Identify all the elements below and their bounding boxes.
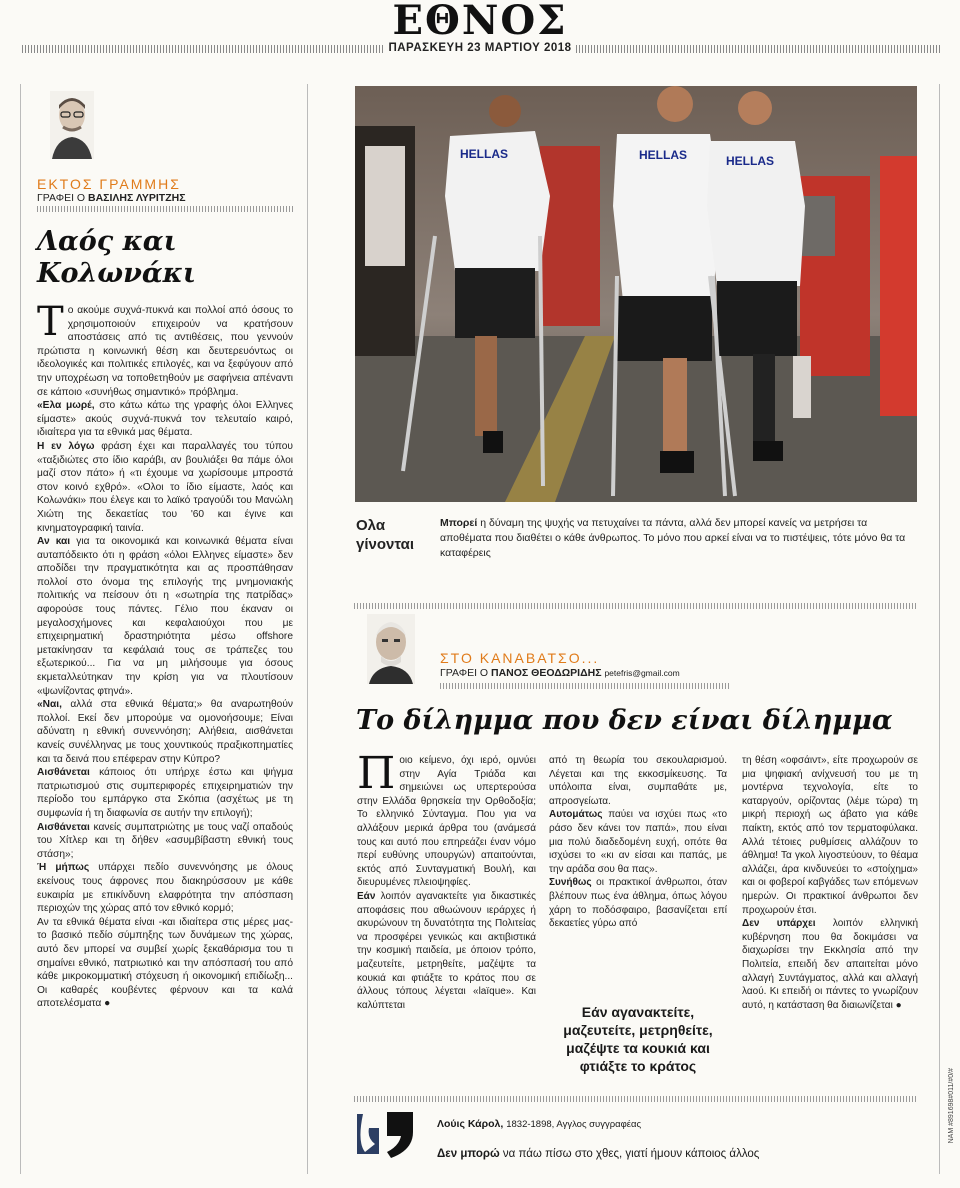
paragraph-lead: Η εν λόγω <box>37 440 95 452</box>
caption-lead: Μπορεί <box>440 517 478 529</box>
article-column-2 <box>549 754 727 990</box>
newspaper-title: ΕΘΝΟΣ <box>392 0 568 44</box>
paragraph: Αν τα εθνικά θέματα είναι -και ιδιαίτερα στις μέρες μας- το βασικό πεδίο σύμπηξης των δυνάμεων της χώρας, αυτό δεν μπορεί να συμβεί χωρίς ξεκαθάρισμα του τι σημαίνει εθνικό, πατριωτικό και την απόσπασή του από κάθε μικροκομματική στόχευση ή οικονομική επιδίωξη... Οι καθαρές κουβέντες φέρνουν και τα καλά αποτελέσματα <box>37 916 293 1010</box>
paragraph-lead: Αυτομάτως <box>549 809 603 821</box>
paragraph: υπάρχει πεδίο συνεννόησης με όλους εκείνους τους άφρονες που διακηρύσσουν με κάθε ευκαιρία με επικίνδυνη ελαφρότητα την απόσπαση περιοχών της χώρας από τον εθνικό κορμό; <box>37 862 293 915</box>
pull-quote: Εάν αγανακτείτε, μαζευτείτε, μετρηθείτε, μαζέψτε τα κουκιά και φτιάξτε το κράτος <box>563 1004 713 1074</box>
paragraph: από τη θεωρία του σεκουλαρισμού. Λέγεται και της εκκοσμίκευσης. Τα υπόλοιπα είναι, συμπαθάτε με, απροσγείωτα. <box>549 755 727 807</box>
headline-line-1: Λαός και <box>37 226 177 257</box>
column-label: ΕΚΤΟΣ ΓΡΑΜΜΗΣ <box>37 176 181 192</box>
article-headline: Το δίλημμα που δεν είναι δίλημμα <box>356 705 893 736</box>
right-border <box>939 84 940 1174</box>
author-email: petefris@gmail.com <box>604 668 680 678</box>
author-byline <box>37 192 186 204</box>
paragraph: ο ακούμε συχνά-πυκνά και πολλοί από όσους το χρησιμοποιούν επιχειρούν να κρατήσουν αποστάσεις από τις αντιθέσεις, που γεννούν πρώτιστα η κοινωνική θέση και δευτερευόντως οι ιδεολογικές και πολιτικές επιλογές, και να ξεφύγουν από την υποχρέωση να τοποθετηθούν με σαφήνεια απέναντι σε κάποιο «συνήθως σημαντικό» πρόβλημα. <box>37 305 293 398</box>
photo-caption <box>440 516 915 561</box>
byline-prefix: ΓΡΑΦΕΙ Ο <box>37 192 86 204</box>
paragraph-lead: «Ελα μωρέ, <box>37 400 95 412</box>
paragraph-lead: Αισθάνεται <box>37 767 90 779</box>
shirt-text: HELLAS <box>460 147 508 161</box>
quote-rule <box>354 1096 917 1102</box>
paragraph: αλλά στα εθνικά θέματα;» θα αναρωτηθούν πολλοί. Εκεί δεν μπορούμε να ομονοήσουμε; Είναι αδύνατη η εθνική συνεννόηση; Αλήθεια, αισθάνεται κανείς συνέλληνας με τους χουντικούς πραξικοπηματίες και τα δεινά που επέφεραν στην Κύπρο? <box>37 699 293 765</box>
quote-icon <box>357 1108 415 1160</box>
drop-cap: Π <box>357 754 396 799</box>
headline-line-2: Κολωνάκι <box>37 258 196 289</box>
quote-body: να πάω πίσω στο χθες, γιατί ήμουν κάποιος άλλος <box>499 1148 760 1160</box>
byline-rule <box>37 206 293 212</box>
drop-cap: Τ <box>37 304 64 345</box>
end-mark: ● <box>104 998 111 1010</box>
paragraph-lead: Δεν υπάρχει <box>742 918 816 930</box>
paragraph-lead: Συνήθως <box>549 877 592 889</box>
section-rule <box>354 603 917 609</box>
paragraph-lead: Ή μήπως <box>37 862 90 874</box>
paragraph: τη θέση «οφσάιντ», είτε προχωρούν σε μια ψηφιακή ανίχνευσή του με τη μοντέρνα τεχνολογία, είτε το καταργούν, ορίζοντας (λέμε τώρα) τη μικρή περιοχή ως άβατο για κάθε παίκτη, εκτός από τον τερματοφύλακα. Αλλά τέτοιες ρυθμίσεις αλλάζουν το άθλημα! Τα γκολ λιγοστεύουν, το θέαμα αλλάζει, άρα κινδυνεύει το «στοίχημα» και οι φοβεροί καβγάδες των επόμενων ημερών. Οι πρακτικοί άνθρωποι δεν προχωρούν έτσι. <box>742 755 918 916</box>
paragraph-lead: «Ναι, <box>37 699 62 711</box>
byline-rule <box>440 683 730 689</box>
column-divider <box>307 84 308 1174</box>
author-name: ΠΑΝΟΣ ΘΕΟΔΩΡΙΔΗΣ <box>491 667 602 679</box>
side-code: ΝΑΜ #891698#011/#0/# <box>948 1068 955 1144</box>
article-body <box>37 304 293 1174</box>
paragraph: παύει να ισχύει πως «το ράσο δεν κάνει τον παπά», που είναι μια πολύ διαδεδομένη ευχή, οπότε θα ισχύσει το «κι αν είσαι και παπάς, με την αράδα σου θα πας». <box>549 809 727 875</box>
issue-date: ΠΑΡΑΣΚΕΥΗ 23 ΜΑΡΤΙΟΥ 2018 <box>388 42 572 54</box>
quote-lead: Δεν μπορώ <box>437 1148 500 1160</box>
paragraph: για τα οικονομικά και κοινωνικά θέματα είναι αυταπόδεικτο ότι η φράση «όλοι Ελληνες είμαστε» δεν αποδίδει την πραγματικότητα και ας προσπάθησαν πολλοί στο όνομα της επιλογής της μνημονιακής πολιτικής να πείσουν ότι η «σωτηρία της πατρίδας» αφορούσε τους πάντες. Γέλιο που έκαναν οι μεγαλοσχήμονες και κεφαλαιούχοι που με επιχειρηματική δραστηριότητα μέσω offshore μετακίνησαν τα κεφάλαιά τους σε τράπεζες του εξωτερικού... Για να μη μιλήσουμε για όσους εκμεταλλεύτηκαν την κρίση για να πλουτίσουν «ψωνίζοντας φτηνά». <box>37 536 293 697</box>
paragraph: φράση έχει και παραλλαγές του τύπου «ταξιδιώτες στο ίδιο καράβι, αν βουλιάξει θα πάμε όλοι μαζί στον πάτο» ή «τι έχουμε να χωρίσουμε μπροστά στον κοινό εχθρό». «Ολοι το ίδιο είμαστε, λαός και Κολωνάκι» που έλεγε και το λαϊκό τραγούδι του Μανώλη Χιώτη της δεκαετίας του '60 και έγινε και κινηματογραφική ταινία. <box>37 440 293 534</box>
left-border <box>20 84 21 1174</box>
byline-prefix: ΓΡΑΦΕΙ Ο <box>440 667 489 679</box>
paragraph: λοιπόν ελληνική κυβέρνηση που θα δοκιμάσει να διαχωρίσει την Εκκλησία από την Πολιτεία, επειδή δεν απαιτείται μόνο αλλαγή Συντάγματος, αλλά και αλλαγή λαού. Κι επειδή οι πάντες το γνωρίζουν αυτό, η κατάσταση θα διαιωνίζεται <box>742 918 918 1011</box>
paragraph: λοιπόν αγανακτείτε για δικαστικές αποφάσεις που αθωώνουν ιεράρχες ή ακυρώνουν τη δυνατότητα της Πολιτείας να προσφέρει γενικώς και ακτιβιστικά την κοσμική παιδεία, με όποιον τρόπο, μαζευτείτε, μετρηθείτε, μαζέψτε τα κουκιά και φτιάξτε το κράτος που σε άλλους τόπους λέγεται «laïque». Και καλύπτεται <box>357 890 536 1011</box>
article-column-1 <box>357 754 536 1084</box>
paragraph: κάποιος ότι υπήρχε έστω και ψήγμα πατριωτισμού στις συμπεριφορές επιχειρηματιών την περίοδο του εμπάργκο στα Σκόπια (ασχέτως με τη συμφωνία ή τη διαφωνία σε αυτήν την επιλογή); <box>37 767 293 819</box>
quote-text <box>437 1148 759 1160</box>
runners-illustration <box>355 86 917 502</box>
caption-title: Ολα γίνονται <box>356 517 415 553</box>
author-byline <box>440 667 680 679</box>
paragraph: κανείς συμπατριώτης με τους ναζί οπαδούς του Χίτλερ και τη δήθεν «ασυμβίβαστη εθνική τους στάση»; <box>37 821 293 860</box>
shirt-text: HELLAS <box>726 154 774 168</box>
article-column-3 <box>742 754 918 1084</box>
paragraph-lead: Αν και <box>37 536 71 548</box>
paragraph-lead: Εάν <box>357 890 376 902</box>
article-photo <box>355 86 917 502</box>
shirt-text: HELLAS <box>639 148 687 162</box>
paragraph: οι πρακτικοί άνθρωποι, όταν βλέπουν πως ένα άθλημα, όπως λόγου χάρη το ποδόσφαιρο, βασανίζεται επί δεκαετίες γύρω από <box>549 877 727 930</box>
end-mark: ● <box>895 999 902 1011</box>
paragraph-lead: Αισθάνεται <box>37 821 90 833</box>
quote-author-name: Λούις Κάρολ, <box>437 1118 504 1130</box>
paragraph: στο κάτω κάτω της γραφής όλοι Ελληνες είμαστε» ακούς συχνά-πυκνά τον τελευταίο καιρό, ιδιαίτερα για τα εθνικά μας θέματα. <box>37 400 293 439</box>
paragraph: οιο κείμενο, όχι ιερό, ομνύει στην Αγία Τριάδα και σημειώνει ως υπερτερούσα στην Ελλάδα θρησκεία την Ορθοδοξία; Το ελληνικό Σύνταγμα. Που για να αλλάξουν μερικά άρθρα του (ανάμεσά τους και αυτό που επηρεάζει έναν νόμο περί ευθύνης υπουργών) απαιτούνται, εκτός από Συνταγματική Βουλή, και διευρυμένες πλειοψηφίες. <box>357 755 536 889</box>
column-label: ΣΤΟ ΚΑΝΑΒΑΤΣΟ... <box>440 650 600 666</box>
masthead-rule-left <box>22 45 384 53</box>
author-portrait <box>50 91 94 159</box>
article-headline <box>37 226 196 290</box>
quote-author-info: 1832-1898, Αγγλος συγγραφέας <box>506 1119 642 1130</box>
caption-body: η δύναμη της ψυχής να πετυχαίνει τα πάντα, αλλά δεν μπορεί κανείς να μετρήσει τα αποθέματα που διαθέτει ο κάθε άνθρωπος. Το μόνο που αρκεί είναι να το πιστέψεις, τότε μόνο θα τα καταφέρεις <box>440 517 906 559</box>
masthead <box>0 0 960 60</box>
masthead-rule-right <box>576 45 940 53</box>
author-name: ΒΑΣΙΛΗΣ ΛΥΡΙΤΖΗΣ <box>88 192 186 204</box>
author-portrait <box>367 614 415 684</box>
quote-author <box>437 1118 641 1130</box>
